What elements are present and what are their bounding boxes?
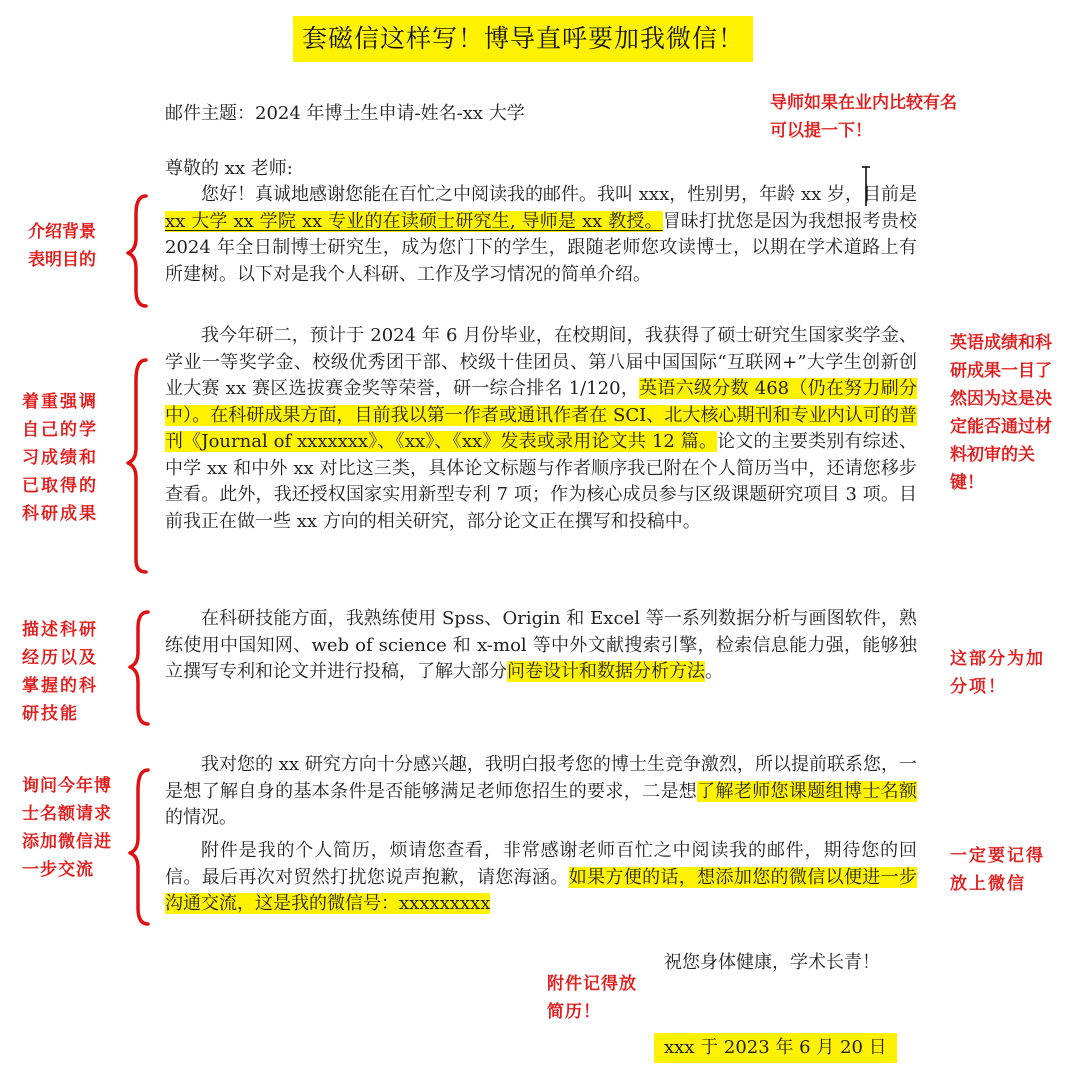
- annotation-wechat: 一定要记得放上微信: [950, 846, 1045, 894]
- paragraph-text: 我今年研二，预计于 2024 年 6 月份毕业，在校期间，我获得了硕士研究生国家奖学金、学业一等奖学金、校级优秀团干部、校级十佳团员、第八届中国国际“互联网+”大学生创新创业大赛 xx 赛区选拔赛金奖等荣誉，研一综合排名 1/120，: [165, 325, 917, 399]
- paragraph-text: 您好！真诚地感谢您能在百忙之中阅读我的邮件。我叫 xxx，性别男，年龄 xx 岁，目前是: [201, 184, 917, 205]
- annotation-inquiry: 询问今年博士名额请求添加微信进一步交流: [22, 776, 112, 880]
- left-bracket-1: [128, 196, 146, 306]
- page-title: 套磁信这样写！博导直呼要加我微信！: [293, 16, 753, 62]
- paragraph-text: 论文的主要类别有综述、中学 xx 和中外 xx 对比这三类，具体论文标题与作者顺序我已附在个人简历当中，还请您移步查看。此外，我还授权国家实用新型专利 7 项；作为核心成员参与区级课题研究项目 3 项。目前我正在做一些 xx 方向的相关研究，部分论文正在撰写和投稿中。: [165, 431, 917, 532]
- highlight-text: 问卷设计和数据分析方法: [507, 661, 705, 682]
- left-bracket-2: [128, 360, 146, 572]
- annotation-achievements: 着重强调自己的学习成绩和已取得的科研成果: [22, 392, 98, 524]
- annotation-background: 介绍背景表明目的: [28, 222, 96, 270]
- highlight-text: xx 大学 xx 学院 xx 专业的在读硕士研究生, 导师是 xx 教授。: [165, 210, 663, 232]
- annotation-english-research: 英语成绩和科研成果一目了然因为这是决定能否通过材料初审的关键！: [950, 333, 1052, 493]
- paragraph-text: 在科研技能方面，我熟练使用 Spss、Origin 和 Excel 等一系列数据分析与画图软件，熟练使用中国知网、web of science 和 x-mol 等中外文献搜索引擎，检索信息能力强，能够独立撰写专利和论文并进行投稿，了解大部分: [165, 608, 917, 682]
- email-subject: 邮件主题：2024 年博士生申请-姓名-xx 大学: [165, 103, 525, 124]
- signature-date: xxx 于 2023 年 6 月 20 日: [654, 1033, 897, 1063]
- annotation-skills: 描述科研经历以及掌握的科研技能: [22, 620, 98, 724]
- paragraph-text: 附件是我的个人简历，烦请您查看，非常感谢老师百忙之中阅读我的邮件，期待您的回信。最后再次对贸然打扰您说声抱歉，请您海涵。: [165, 840, 917, 888]
- salutation: 尊敬的 xx 老师:: [165, 158, 293, 179]
- annotation-resume: 附件记得放简历！: [547, 974, 637, 1022]
- closing-line: 祝您身体健康，学术长青！: [664, 952, 880, 973]
- left-bracket-4: [130, 770, 148, 924]
- annotation-bonus: 这部分为加分项！: [950, 649, 1045, 697]
- left-bracket-3: [130, 612, 148, 724]
- highlight-text: 英语六级分数 468（仍在努力刷分中）。在科研成果方面，目前我以第一作者或通讯作者在 SCI、北大核心期刊和专业内认可的普刊《Journal of xxxxxxx》、《xx》、《xx》发表或录用论文共 12 篇。: [165, 378, 917, 452]
- highlight-text: 了解老师您课题组博士名额: [697, 780, 918, 802]
- annotation-advisor: 导师如果在业内比较有名可以提一下！: [770, 93, 957, 141]
- paragraph-text: 冒昧打扰您是因为我想报考贵校 2024 年全日制博士研究生，成为您门下的学生，跟随老师您攻读博士，以期在学术道路上有所建树。以下对是我个人科研、工作及学习情况的简单介绍。: [165, 210, 917, 285]
- paragraph-text: 的情况。: [165, 807, 237, 828]
- paragraph-text: 我对您的 xx 研究方向十分感兴趣，我明白报考您的博士生竞争激烈，所以提前联系您，一是想了解自身的基本条件是否能够满足老师您招生的要求，二是想: [165, 754, 917, 802]
- highlight-text: 如果方便的话，想添加您的微信以便进一步沟通交流，这是我的微信号：xxxxxxxxx: [165, 866, 918, 914]
- paragraph-text: 。: [705, 661, 723, 682]
